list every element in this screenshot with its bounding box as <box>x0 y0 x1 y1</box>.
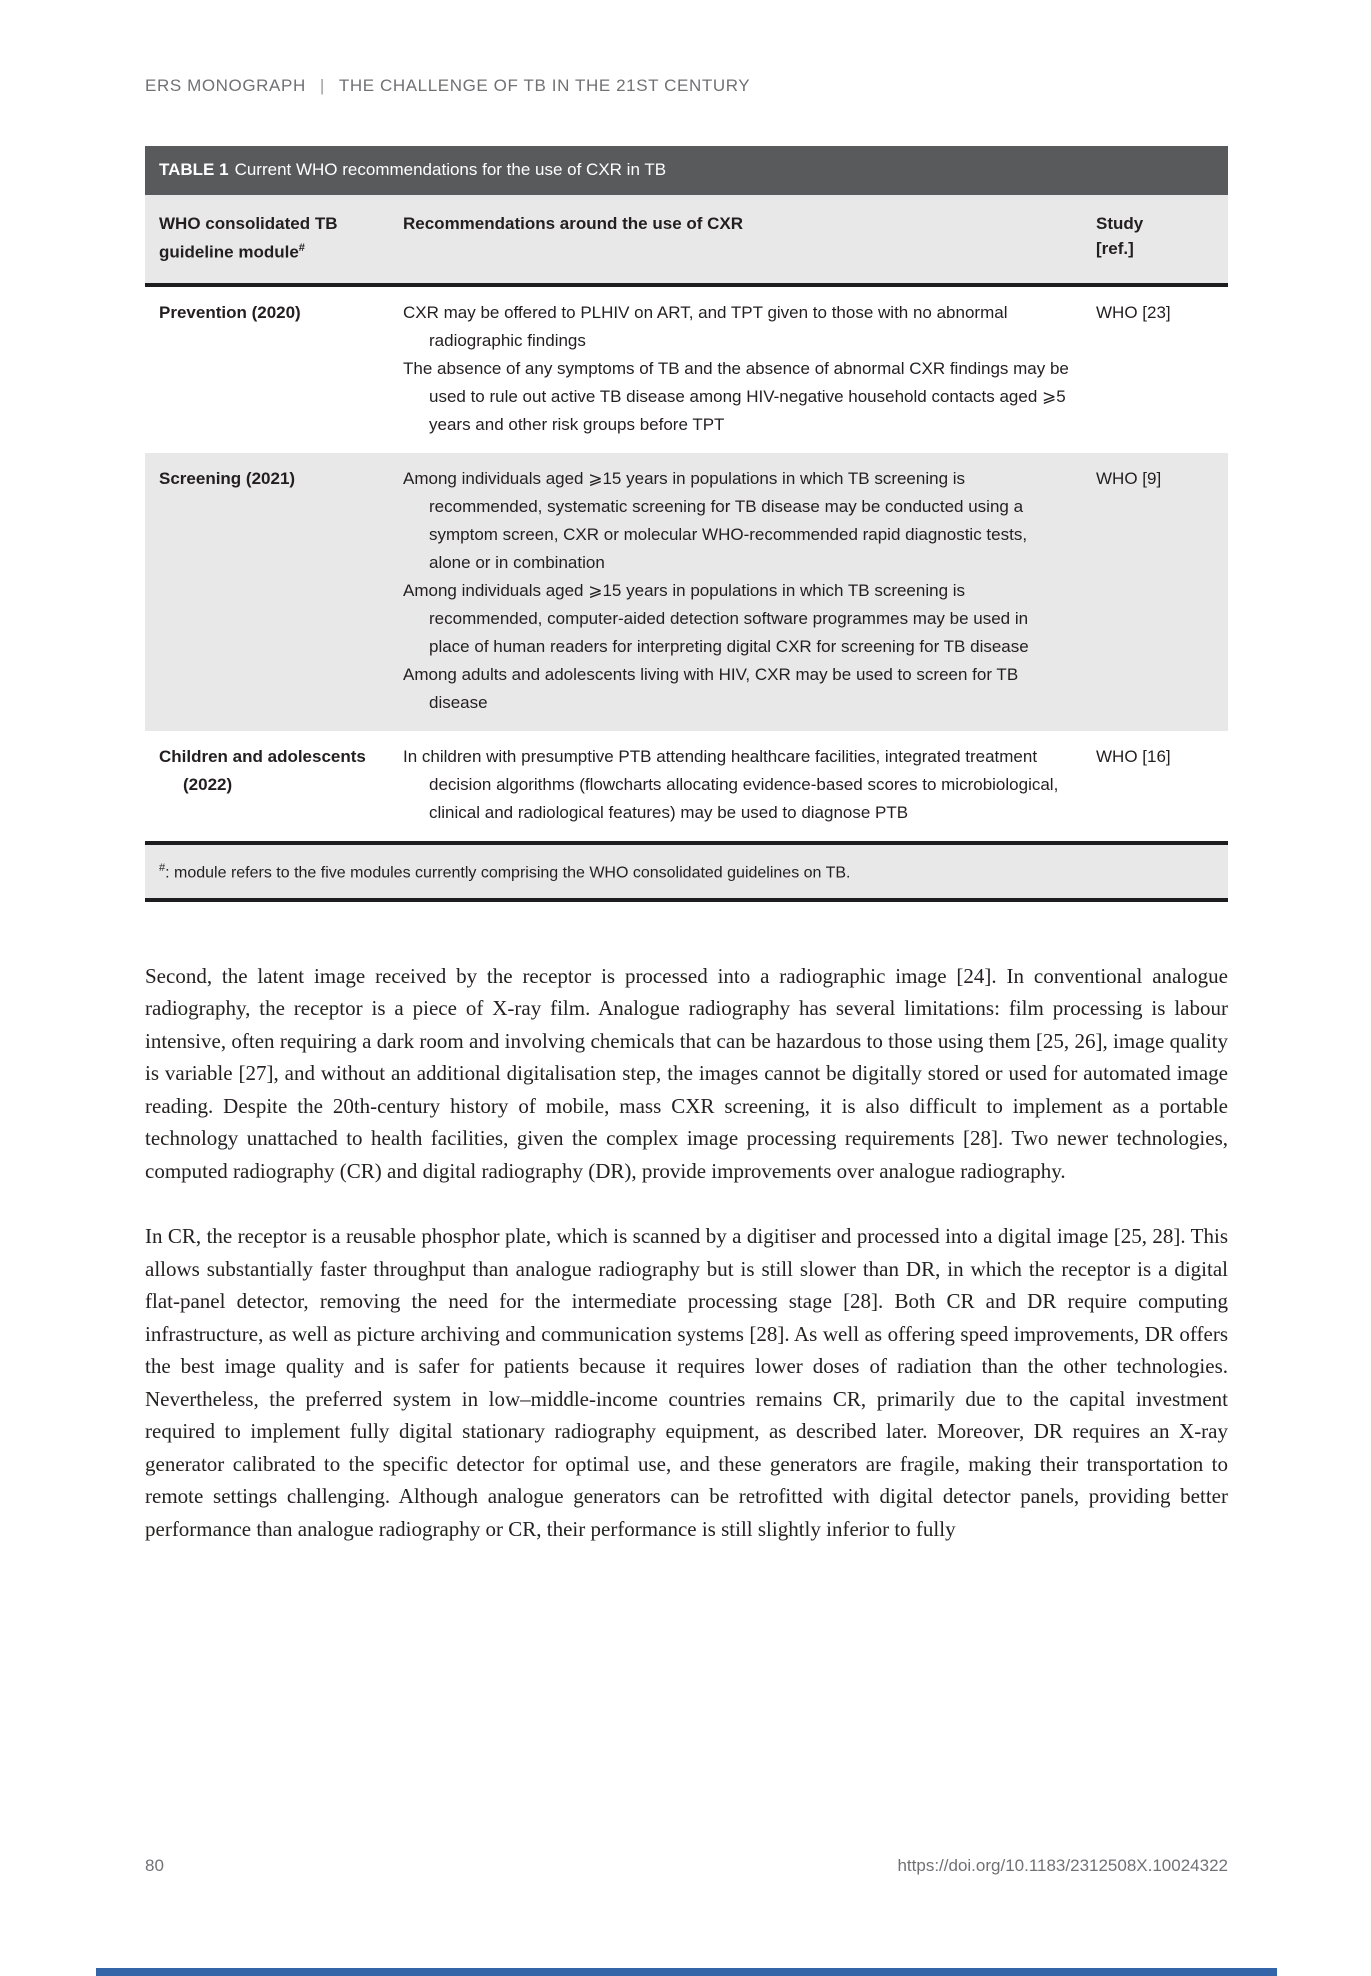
recommendation-item: Among individuals aged ⩾15 years in populations in which TB screening is recommended, systematic screening for TB disease may be conducted using a symptom screen, CXR or molecular WHO-recommended rapid diagnostic tests, alone or in combination <box>403 468 1028 572</box>
table-title-text: Current WHO recommendations for the use of CXR in TB <box>234 160 667 179</box>
footnote-marker: # <box>159 861 166 874</box>
table-title-bar <box>145 146 1228 195</box>
table-footnote <box>145 841 1228 902</box>
recommendations-cell <box>403 299 1070 439</box>
column-header-recommendations: Recommendations around the use of CXR <box>403 214 744 233</box>
recommendations-cell <box>403 465 1070 717</box>
running-header-divider: | <box>319 76 325 95</box>
table-row-screening <box>145 453 1228 731</box>
column-header-study: Study [ref.] <box>1096 214 1144 258</box>
study-ref-cell: WHO [16] <box>1096 746 1171 766</box>
study-ref-cell: WHO [9] <box>1096 468 1162 488</box>
page-number: 80 <box>145 1856 164 1875</box>
recommendations-cell <box>403 743 1070 827</box>
table-row-children-adolescents <box>145 731 1228 841</box>
recommendation-item: The absence of any symptoms of TB and the absence of abnormal CXR findings may be used to rule out active TB disease among HIV-negative household contacts aged ⩾5 years and other risk groups before TPT <box>403 358 1069 434</box>
recommendation-item: CXR may be offered to PLHIV on ART, and TPT given to those with no abnormal radiographic findings <box>403 302 1008 350</box>
running-header-title: THE CHALLENGE OF TB IN THE 21ST CENTURY <box>338 76 751 95</box>
running-header-series: ERS MONOGRAPH <box>145 76 306 95</box>
module-cell: Screening (2021) <box>159 468 296 488</box>
module-cell: Prevention (2020) <box>159 302 301 322</box>
footnote-text: : module refers to the five modules currently comprising the WHO consolidated guidelines on TB. <box>165 863 851 881</box>
doi-link[interactable]: https://doi.org/10.1183/2312508X.10024322 <box>897 1856 1228 1875</box>
running-header <box>145 76 1228 96</box>
table-1 <box>145 146 1228 902</box>
table-header-row <box>145 195 1228 287</box>
body-paragraph-1: Second, the latent image received by the receptor is processed into a radiographic image [24]. In conventional analogue radiography, the receptor is a piece of X-ray film. Analogue radiography has several limitations: film processing is labour intensive, often requiring a dark room and involving chemicals that can be hazardous to those using them [25, 26], image quality is variable [27], and without an additional digitalisation step, the images cannot be digitally stored or used for automated image reading. Despite the 20th-century history of mobile, mass CXR screening, it is also difficult to implement as a portable technology unattached to health facilities, given the complex image processing requirements [28]. Two newer technologies, computed radiography (CR) and digital radiography (DR), provide improvements over analogue radiography. <box>145 963 1228 1183</box>
column-header-module: WHO consolidated TB guideline module# <box>159 214 338 262</box>
recommendation-item: Among adults and adolescents living with HIV, CXR may be used to screen for TB disease <box>403 664 1019 712</box>
body-text <box>145 960 1228 1546</box>
page-bottom-edge-bar <box>96 1968 1277 1976</box>
module-footnote-marker: # <box>298 242 305 254</box>
recommendation-item: Among individuals aged ⩾15 years in populations in which TB screening is recommended, computer-aided detection software programmes may be used in place of human readers for interpreting digital CXR for screening for TB disease <box>403 580 1029 656</box>
body-paragraph-2: In CR, the receptor is a reusable phosphor plate, which is scanned by a digitiser and processed into a digital image [25, 28]. This allows substantially faster throughput than analogue radiography but is still slower than DR, in which the receptor is a digital flat-panel detector, removing the need for the intermediate processing stage [28]. Both CR and DR require computing infrastructure, as well as picture archiving and communication systems [28]. As well as offering speed improvements, DR offers the best image quality and is safer for patients because it requires lower doses of radiation than the other technologies. Nevertheless, the preferred system in low–middle-income countries remains CR, primarily due to the capital investment required to implement fully digital stationary radiography equipment, as described later. Moreover, DR requires an X-ray generator calibrated to the specific detector for optimal use, and these generators are fragile, making their transportation to remote settings challenging. Although analogue generators can be retrofitted with digital detector panels, providing better performance than analogue radiography or CR, their performance is still slightly inferior to fully <box>145 1224 1228 1541</box>
table-row-prevention <box>145 287 1228 453</box>
recommendation-item: In children with presumptive PTB attending healthcare facilities, integrated treatment decision algorithms (flowcharts allocating evidence-based scores to microbiological, clinical and radiological features) may be used to diagnose PTB <box>403 746 1059 822</box>
page-footer <box>145 1856 1228 1876</box>
study-ref-cell: WHO [23] <box>1096 302 1171 322</box>
module-cell: Children and adolescents (2022) <box>159 746 366 794</box>
table-number-label: TABLE 1 <box>159 160 229 179</box>
